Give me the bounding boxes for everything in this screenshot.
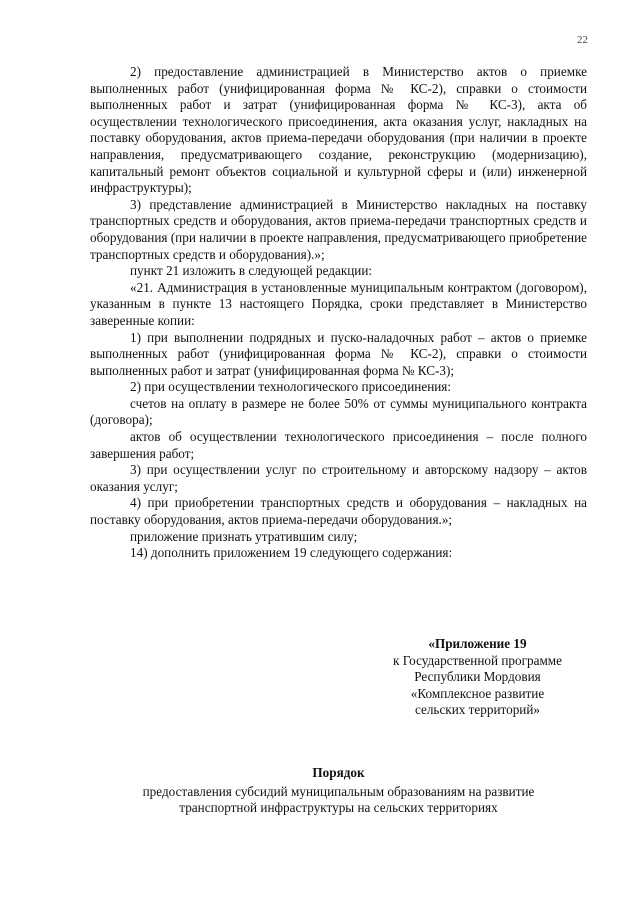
paragraph-invoices: счетов на оплату в размере не более 50% от суммы муниципального контракта (договора);: [90, 395, 587, 428]
appendix-line: «Комплексное развитие: [410, 685, 545, 701]
paragraph-subitem-3: 3) при осуществлении услуг по строительному и авторскому надзору – актов оказания услуг;: [90, 462, 587, 494]
appendix-line: Республики Мордовия: [414, 669, 541, 685]
paragraph-point-21: «21. Администрация в установленные муниципальным контрактом (договором), указанным в пункте 13 настоящего Порядка, сроки представляет в Министерство заверенные копии:: [90, 279, 587, 328]
appendix-line: сельских территорий»: [414, 702, 541, 718]
appendix-line: к Государственной программе: [392, 652, 562, 668]
paragraph-appendix-repeal: приложение признать утратившим силу;: [130, 528, 358, 544]
paragraph-acts-connection: актов об осуществлении технологического присоединения – после полного завершения работ;: [90, 429, 587, 461]
section-heading: [90, 765, 587, 817]
paragraph-subitem-1: 1) при выполнении подрядных и пуско-наладочных работ – актов о приемке выполненных работ (унифицированная форма № КС-2), справки о стоимости выполненных работ и затрат (унифицированная форма № КС-3);: [90, 329, 587, 378]
paragraph-item-2: 2) предоставление администрацией в Министерство актов о приемке выполненных работ (унифицированная форма № КС-2), справки о стоимости выполненных работ и затрат (унифицированная форма № КС-3), акта об осуществлении технологического присоединения, акта оказания услуг, накладных на поставку оборудования, актов приема-передачи оборудования (при наличии в проекте направления, предусматривающего создание, реконструкцию (модернизацию), капитальный ремонт объектов социальной и культурной сферы и (или) инженерной инфраструктуры);: [90, 64, 587, 196]
page-number: 22: [577, 34, 588, 46]
paragraph-subitem-2: 2) при осуществлении технологического присоединения:: [130, 379, 452, 395]
body-text: [90, 64, 587, 562]
appendix-reference: [370, 636, 585, 719]
heading-subtitle-line: транспортной инфраструктуры на сельских территориях: [179, 800, 498, 816]
paragraph-subitem-4: 4) при приобретении транспортных средств и оборудования – накладных на поставку оборудования, актов приема-передачи оборудования.»;: [90, 495, 587, 528]
paragraph-item-14: 14) дополнить приложением 19 следующего содержания:: [130, 545, 453, 561]
appendix-title: «Приложение 19: [428, 636, 527, 651]
paragraph-point-21-intro: пункт 21 изложить в следующей редакции:: [130, 263, 373, 279]
paragraph-item-3: 3) представление администрацией в Министерство накладных на поставку транспортных средств и оборудования, актов приема-передачи транспортных средств и оборудования (при наличии в проекте направления, предусматривающего приобретение транспортных средств и оборудования).»;: [90, 196, 587, 262]
heading-title: Порядок: [312, 765, 365, 780]
heading-subtitle-line: предоставления субсидий муниципальным образованиям на развитие: [142, 783, 535, 799]
